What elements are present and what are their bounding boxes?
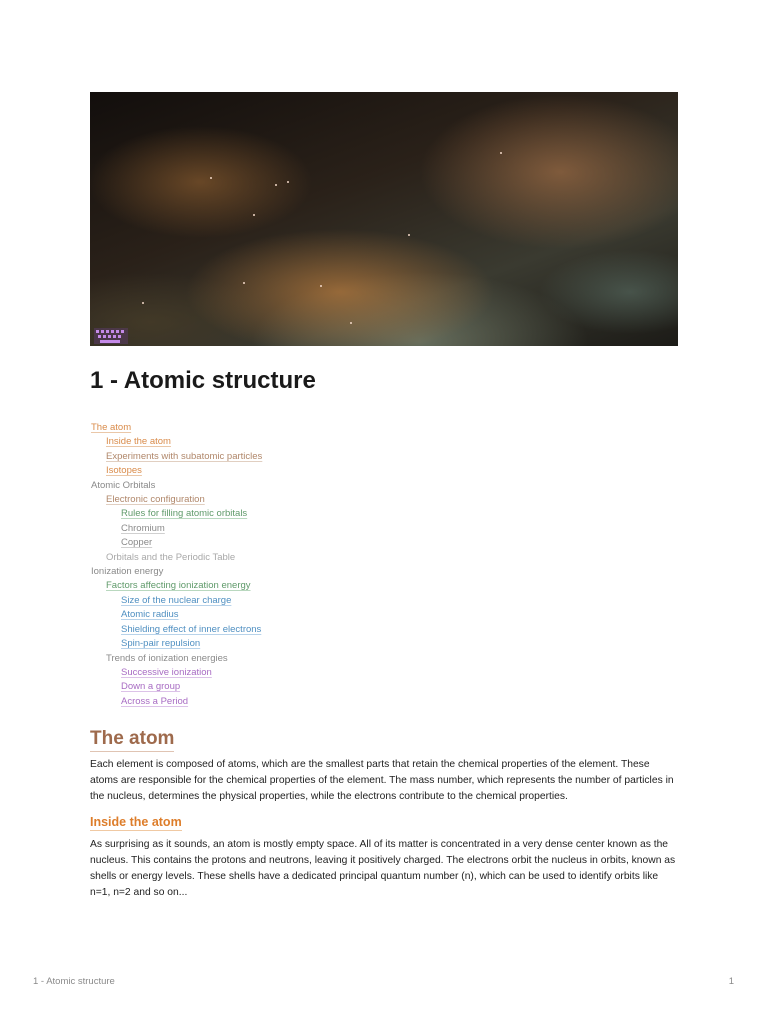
toc-item[interactable]: Isotopes <box>106 465 142 477</box>
toc-item: Ionization energy <box>91 566 164 578</box>
toc-item[interactable]: Spin-pair repulsion <box>121 638 201 650</box>
toc-item[interactable]: Inside the atom <box>106 436 171 448</box>
toc-item[interactable]: Successive ionization <box>121 666 212 678</box>
inside-atom-paragraph: As surprising as it sounds, an atom is mostly empty space. All of its matter is concentrated in a very dense center known as the nucleus. This contains the protons and neutrons, leaving it positively charged. The electrons orbit the nucleus in orbits, known as shells or energy levels. These shells have a dedicated principal quantum number (n), which can be used to identify orbits like n=1, n=2 and so on... <box>90 839 676 898</box>
toc-item[interactable]: Size of the nuclear charge <box>121 594 232 606</box>
toc-item[interactable]: The atom <box>91 422 132 433</box>
toc-item: Orbitals and the Periodic Table <box>106 551 236 563</box>
toc-item[interactable]: Shielding effect of inner electrons <box>121 623 262 635</box>
keyboard-icon <box>94 328 128 344</box>
subsection-heading-inside-the-atom: Inside the atom <box>90 815 182 829</box>
toc-item[interactable]: Factors affecting ionization energy <box>106 580 251 592</box>
toc-item[interactable]: Chromium <box>121 522 165 534</box>
toc-item[interactable]: Across a Period <box>121 695 189 707</box>
cover-image <box>90 92 678 346</box>
page-title: 1 - Atomic structure <box>90 367 316 394</box>
toc-item[interactable]: Experiments with subatomic particles <box>106 450 263 462</box>
toc-item[interactable]: Down a group <box>121 681 181 693</box>
atom-paragraph: Each element is composed of atoms, which are the smallest parts that retain the chemical properties of the element. These atoms are responsible for the chemical properties of the element. The mass number, which represents the number of particles in the nucleus, determines the physical properties, while the electrons contribute to the chemical properties. <box>90 759 674 802</box>
table-of-contents <box>91 421 262 709</box>
footer-page-number: 1 <box>728 976 734 987</box>
footer-doc-title: 1 - Atomic structure <box>33 976 115 987</box>
toc-item[interactable]: Electronic configuration <box>106 494 205 506</box>
toc-item[interactable]: Rules for filling atomic orbitals <box>121 508 248 520</box>
toc-item: Atomic Orbitals <box>91 479 156 491</box>
section-heading-the-atom: The atom <box>90 728 174 752</box>
toc-item[interactable]: Atomic radius <box>121 609 179 621</box>
toc-item[interactable]: Copper <box>121 537 153 549</box>
toc-item: Trends of ionization energies <box>106 652 228 664</box>
